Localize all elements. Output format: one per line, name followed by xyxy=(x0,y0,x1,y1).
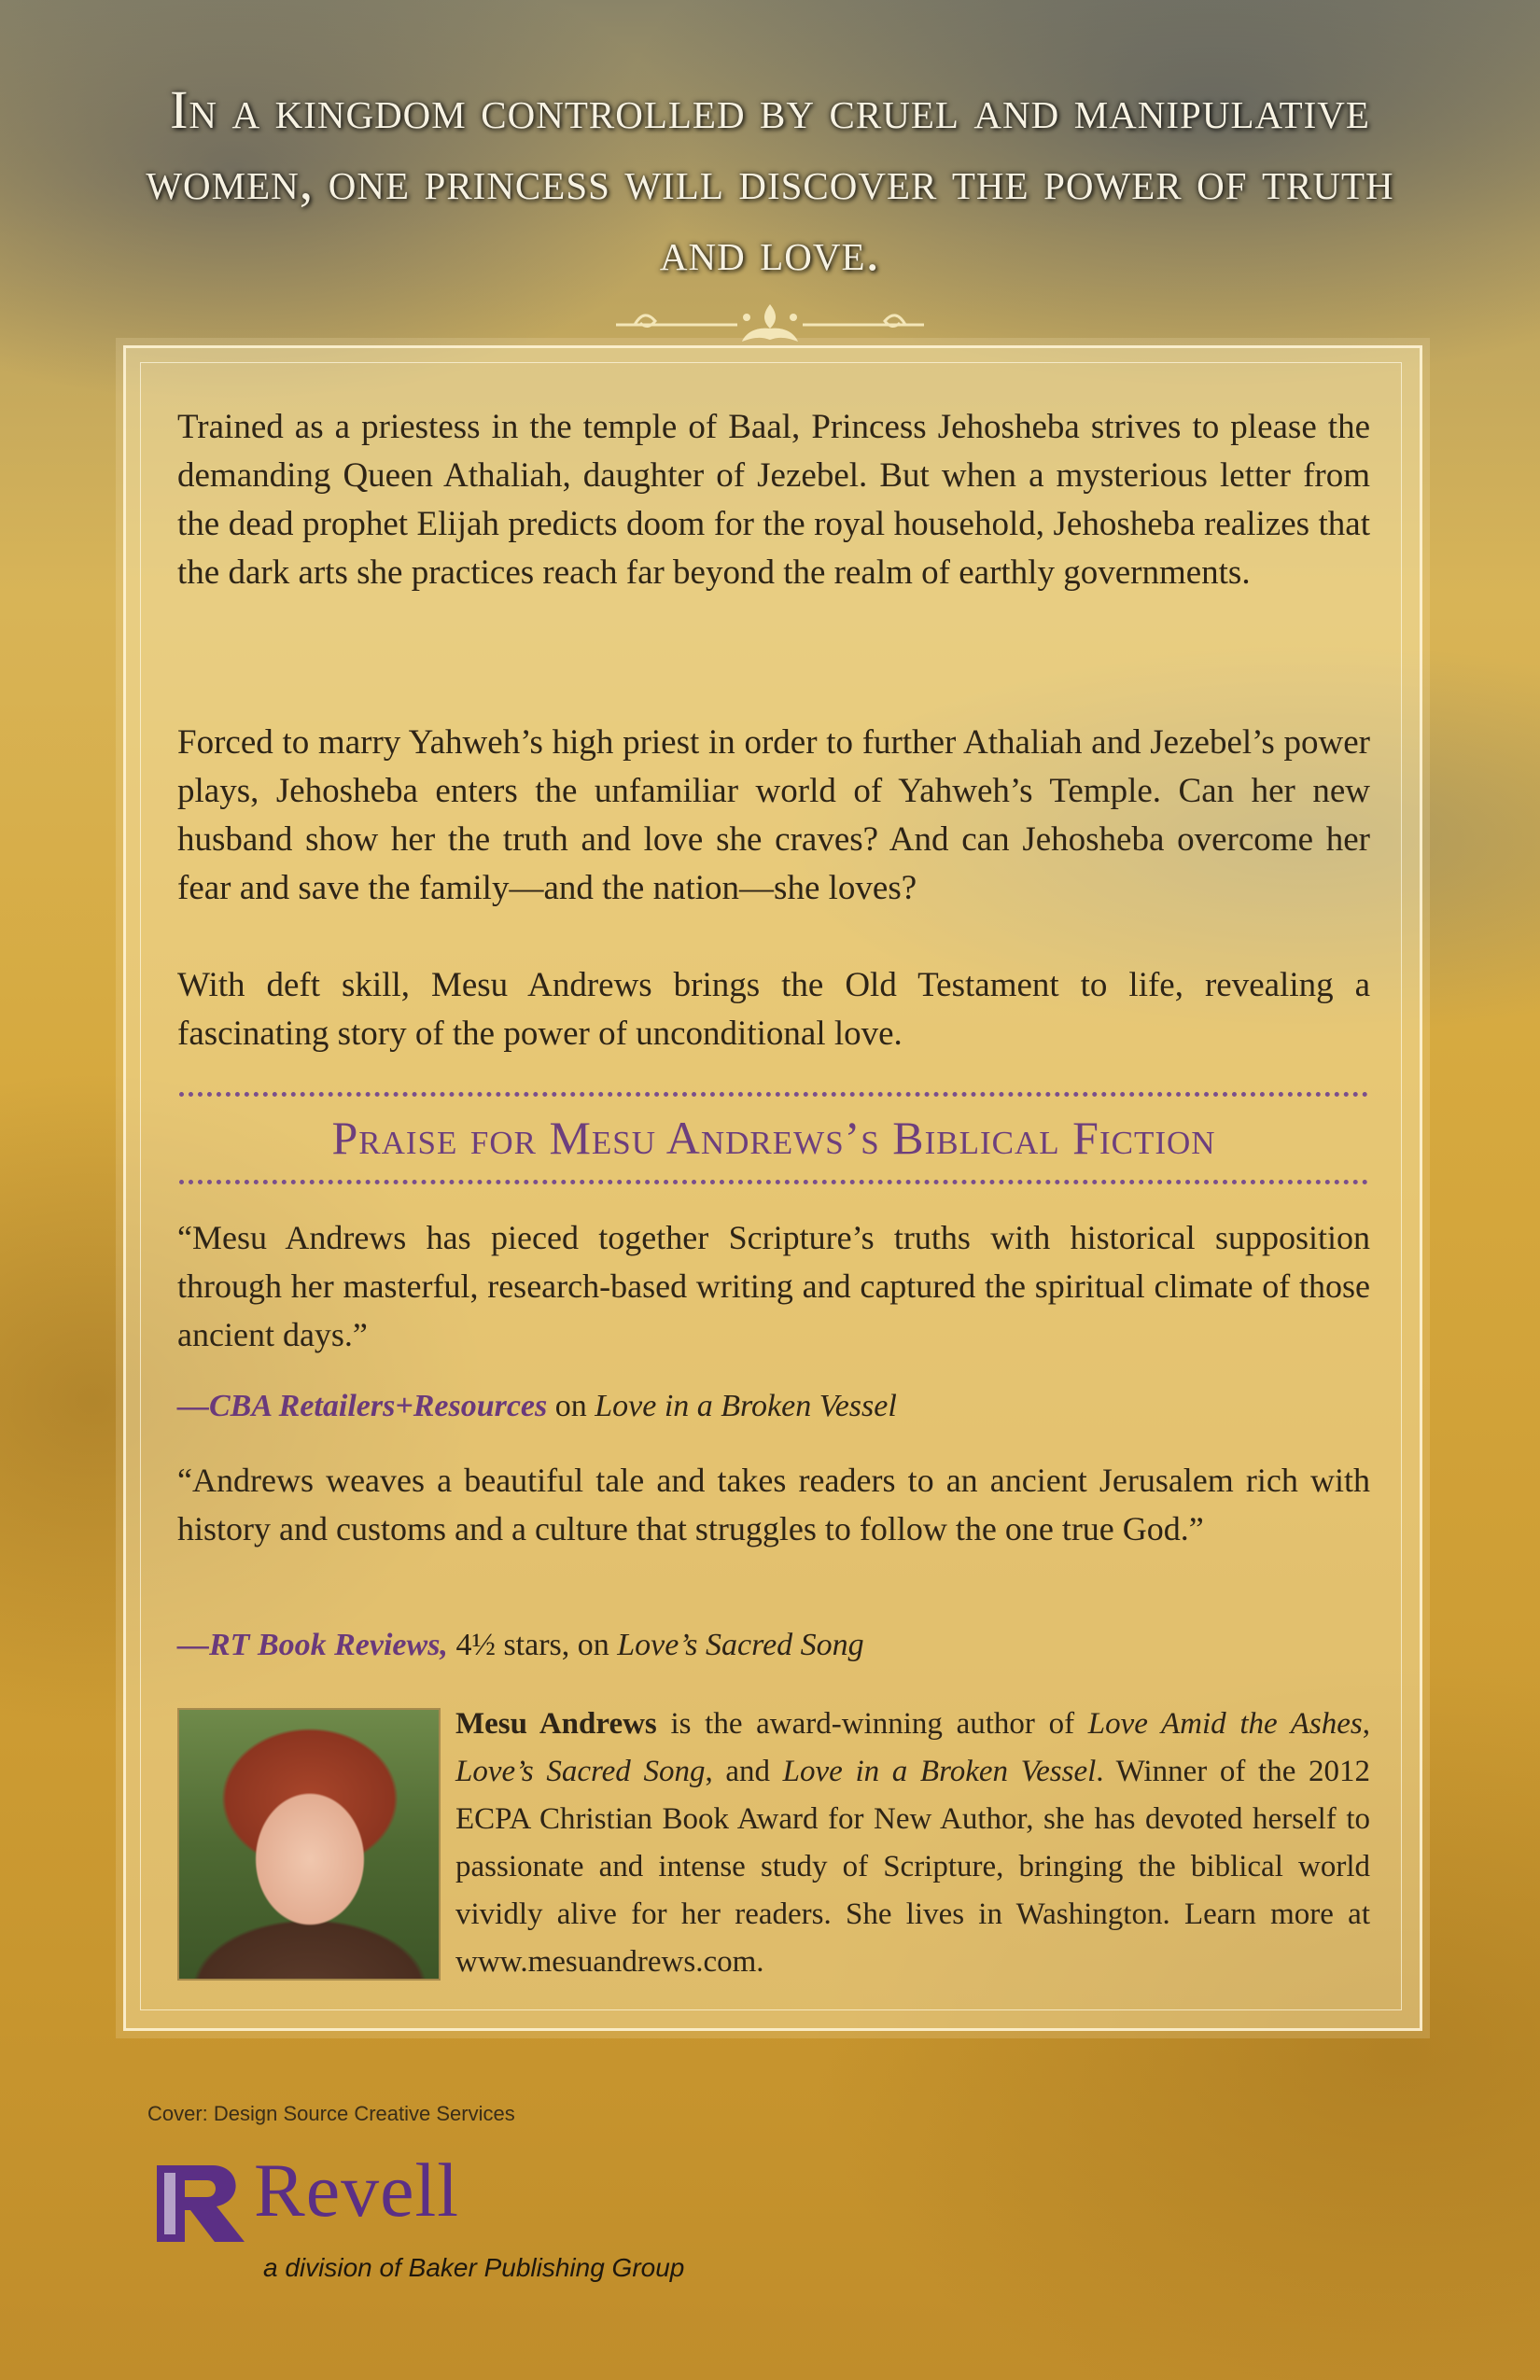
bio-book: Love’s Sacred Song xyxy=(455,1755,706,1788)
divider-top xyxy=(179,1092,1368,1097)
attribution-source: —CBA Retailers+Resources xyxy=(177,1389,548,1423)
attribution-middle: on xyxy=(547,1389,595,1423)
praise-quote-1: “Mesu Andrews has pieced together Scripture’s truths with historical supposition through her masterful, research-based writing and captured the spiritual climate of those ancient days.” xyxy=(177,1219,1370,1353)
bio-text: is the award-winning author of xyxy=(656,1707,1088,1741)
author-name: Mesu Andrews xyxy=(455,1707,657,1741)
author-photo xyxy=(179,1710,439,1979)
praise-quote-2: “Andrews weaves a beautiful tale and takes readers to an ancient Jerusalem rich with history and customs and a culture that struggles to follow the one true God.” xyxy=(177,1462,1370,1547)
praise-heading: Praise for Mesu Andrews’s Biblical Fiction xyxy=(331,1112,1216,1164)
revell-logo-icon xyxy=(147,2156,252,2249)
attribution-source: —RT Book Reviews, xyxy=(177,1628,448,1662)
bio-book: Love in a Broken Vessel xyxy=(782,1755,1097,1788)
attribution-book: Love in a Broken Vessel xyxy=(595,1389,897,1423)
flourish-ornament xyxy=(597,297,943,353)
praise-attribution-1 xyxy=(177,1389,897,1424)
description-paragraph-2: Forced to marry Yahweh’s high priest in order to further Athaliah and Jezebel’s power plays, Jehosheba enters the unfamiliar world of Yahweh’s Temple. Can her new husband show her the truth and love she craves? And can Jehosheba overcome her fear and save the family—and the nation—she loves? xyxy=(177,723,1370,907)
attribution-middle: 4½ stars, on xyxy=(447,1628,618,1662)
attribution-book: Love’s Sacred Song xyxy=(617,1628,864,1662)
headline: In a kingdom controlled by cruel and manipulative women, one princess will discover the power of truth and love. xyxy=(146,79,1394,282)
praise-attribution-2 xyxy=(177,1628,864,1663)
publisher-tagline: a division of Baker Publishing Group xyxy=(263,2253,685,2282)
bio-book: Love Amid the Ashes xyxy=(1087,1707,1363,1741)
publisher-name: Revell xyxy=(254,2148,460,2233)
bio-text: , and xyxy=(705,1755,783,1788)
bio-text: , xyxy=(1362,1707,1370,1741)
author-bio xyxy=(455,1701,1370,1986)
description-paragraph-3: With deft skill, Mesu Andrews brings the Old Testament to life, revealing a fascinating story of the power of unconditional love. xyxy=(177,966,1370,1053)
cover-credit: Cover: Design Source Creative Services xyxy=(147,2102,515,2125)
description-paragraph-1: Trained as a priestess in the temple of Baal, Princess Jehosheba strives to please the demanding Queen Athaliah, daughter of Jezebel. But when a mysterious letter from the dead prophet Elijah predicts doom for the royal household, Jehosheba realizes that the dark arts she practices reach far beyond the realm of earthly governments. xyxy=(177,408,1370,592)
bio-text: . Winner of the 2012 ECPA Christian Book Award for New Author, she has devoted herself to passionate and intense study of Scripture, bringing the biblical world vividly alive for her readers. She lives in Washington. Learn more at www.mesuandrews.com. xyxy=(455,1755,1370,1979)
divider-bottom xyxy=(179,1180,1368,1184)
